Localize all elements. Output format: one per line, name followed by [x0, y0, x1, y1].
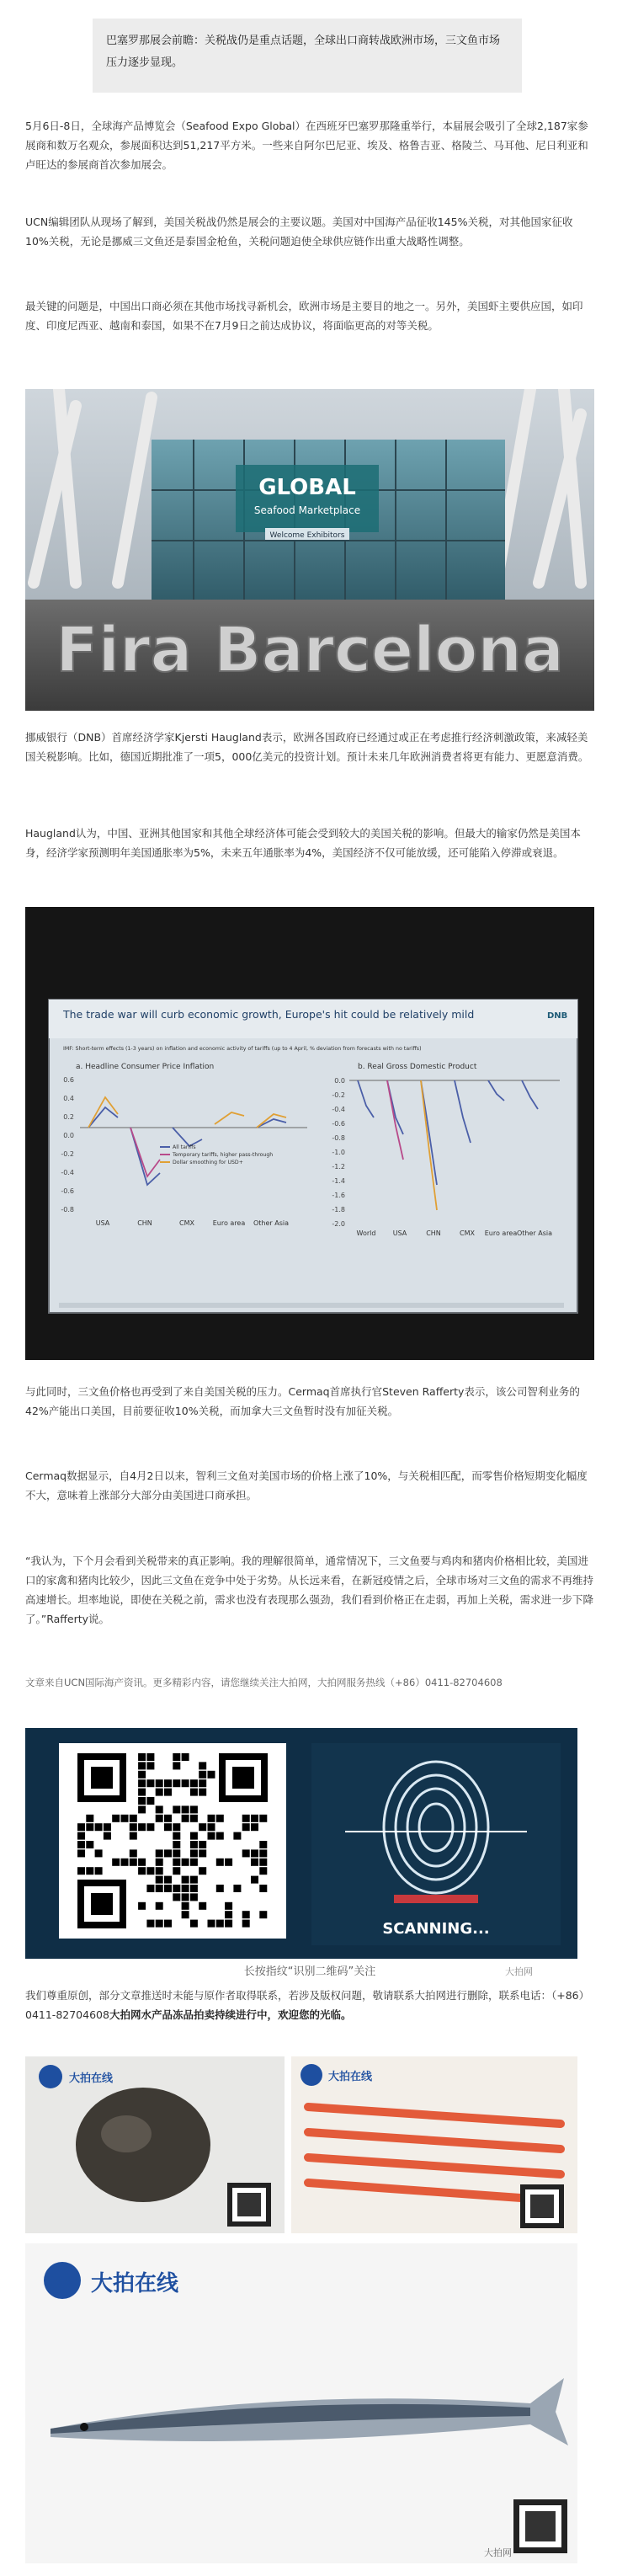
qr-module [190, 1841, 198, 1848]
qr-module [164, 1920, 172, 1928]
article-paragraph-2: UCN编辑团队从现场了解到，美国关税战仍然是展会的主要议题。美国对中国海产品征收145%关税，对其他国家征收10%关税，无论是挪威三文鱼还是泰国金枪鱼，关税问题迫使全球供应链作出重大战略性调整。 [25, 216, 573, 248]
slide-left-tick-4: -0.2 [61, 1150, 74, 1158]
qr-module [199, 1789, 206, 1796]
copyright-bold: 大拍网水产品冻品拍卖持续进行中，欢迎您的光临。 [109, 2008, 352, 2021]
qr-module [164, 1823, 172, 1831]
product-photo-saury [25, 2243, 577, 2563]
product-photo-fish-head [25, 2056, 285, 2233]
qr-module [173, 1849, 180, 1857]
qr-module [121, 1859, 129, 1866]
qr-module [138, 1753, 146, 1761]
slide-right-tick-3: -0.6 [332, 1120, 345, 1128]
qr-module [182, 1885, 189, 1892]
slide-left-category-2: CMX [179, 1219, 194, 1227]
qr-module [156, 1789, 163, 1796]
footer-watermark: 大拍网 [484, 2547, 512, 2558]
qr-module [173, 1859, 180, 1866]
slide-left-tick-1: 0.4 [63, 1095, 74, 1102]
qr-module [156, 1815, 163, 1822]
slide-left-panel-title: a. Headline Consumer Price Inflation [76, 1063, 215, 1071]
qr-module [259, 1867, 267, 1875]
slide-left-tick-3: 0.0 [63, 1132, 74, 1139]
qr-module [242, 1815, 250, 1822]
qr-module [190, 1815, 198, 1822]
slide-right-category-2: CHN [426, 1229, 441, 1237]
slide-right-category-5: Other Asia [516, 1229, 553, 1237]
qr-module [182, 1902, 189, 1910]
qr-module [199, 1902, 206, 1910]
qr-module [208, 1832, 215, 1840]
fira-barcelona-letters: Fira Barcelona [56, 614, 564, 686]
source-note: 文章来自UCN国际海产资讯。更多精彩内容，请您继续关注大拍网，大拍网服务热线（+86）0411-82704608 [25, 1677, 503, 1688]
qr-module [199, 1779, 206, 1787]
qr-module [146, 1885, 154, 1892]
qr-module [259, 1911, 267, 1918]
qr-module [182, 1876, 189, 1884]
qr-module [190, 1849, 198, 1857]
slide-right-category-4: Euro area [484, 1229, 518, 1237]
scan-text: SCANNING... [382, 1920, 490, 1938]
sign-welcome: Welcome Exhibitors [269, 531, 345, 540]
slide-right-tick-9: -1.8 [332, 1206, 345, 1213]
slide-left-tick-7: -0.8 [61, 1206, 74, 1213]
qr-module [199, 1841, 206, 1848]
qr-module [233, 1832, 241, 1840]
qr-module [259, 1841, 267, 1848]
qr-module [199, 1849, 206, 1857]
slide-subtitle: IMF: Short-term effects (1-3 years) on inflation and economic activity of tariffs (up to 4 April, % deviation from forecasts with no tariffs) [63, 1046, 422, 1052]
qr-module [130, 1815, 137, 1822]
qr-module [138, 1779, 146, 1787]
brand-mark-3: 大拍在线 [91, 2271, 179, 2296]
copyright-plain: 我们尊重原创，部分文章推送时未能与原作者取得联系，若涉及版权问题，敬请联系大拍网进行删除，联系电话：（+86）0411-82704608 [25, 1989, 590, 2021]
qr-module [138, 1823, 146, 1831]
qr-module [182, 1805, 189, 1813]
qr-module [77, 1849, 85, 1857]
qr-module [208, 1815, 215, 1822]
qr-module [190, 1859, 198, 1866]
qr-code[interactable] [59, 1743, 286, 1939]
slide-right-tick-5: -1.0 [332, 1149, 345, 1156]
slide-right-tick-0: 0.0 [334, 1077, 345, 1085]
qr-module [138, 1805, 146, 1813]
qr-module [182, 1815, 189, 1822]
qr-module [164, 1885, 172, 1892]
article-paragraph-1: 5月6日-8日，全球海产品博览会（Seafood Expo Global）在西班牙巴塞罗那隆重举行，本届展会吸引了全球2,187家参展商和数万名观众，参展面积达到51,217平方米。一些来自阿尔巴尼亚、埃及、格鲁吉亚、格陵兰、马耳他、尼日利亚和卢旺达的参展商首次参加展会。 [25, 120, 588, 171]
qr-module [77, 1867, 85, 1875]
fingerprint-area [311, 1743, 561, 1945]
brand-mark-1: 大拍在线 [69, 2072, 114, 2085]
sign-sub: Seafood Marketplace [253, 504, 361, 516]
slide-right-tick-2: -0.4 [332, 1106, 345, 1113]
qr-module [182, 1779, 189, 1787]
slide-right-tick-8: -1.6 [332, 1192, 345, 1199]
qr-module [208, 1823, 215, 1831]
slide-left-tick-2: 0.2 [63, 1113, 74, 1121]
qr-module [199, 1771, 206, 1779]
slide-right-tick-6: -1.2 [332, 1163, 345, 1171]
qr-module [77, 1832, 85, 1840]
qr-module [190, 1805, 198, 1813]
qr-module [86, 1823, 93, 1831]
slide-left-category-0: USA [95, 1219, 110, 1227]
qr-module [112, 1859, 120, 1866]
qr-module [146, 1920, 154, 1928]
slide-right-tick-7: -1.4 [332, 1177, 345, 1185]
qr-module [146, 1753, 154, 1761]
article-paragraph-6: 与此同时，三文鱼价格也再受到了来自美国关税的压力。Cermaq首席执行官Steven Rafferty表示，该公司智利业务的42%产能出口美国，目前要征收10%关税，而加拿大三文鱼暂时没有加征关税。 [25, 1385, 580, 1417]
qr-module [182, 1893, 189, 1901]
qr-module [138, 1797, 146, 1805]
qr-module [190, 1779, 198, 1787]
slide-legend-3: Dollar smoothing for USD+ [173, 1160, 243, 1165]
qr-module [164, 1815, 172, 1822]
qr-module [130, 1823, 137, 1831]
article-paragraph-7: Cermaq数据显示，自4月2日以来，智利三文鱼对美国市场的价格上涨了10%，与关税相匹配，而零售价格短期变化幅度不大，意味着上涨部分大部分由美国进口商承担。 [25, 1469, 588, 1501]
qr-module [190, 1789, 198, 1796]
qr-module [130, 1849, 137, 1857]
qr-module [146, 1823, 154, 1831]
qr-module [242, 1849, 250, 1857]
qr-module [138, 1762, 146, 1769]
qr-module [173, 1885, 180, 1892]
qr-module [138, 1867, 146, 1875]
slide-right-category-3: CMX [460, 1229, 475, 1237]
qr-module [182, 1753, 189, 1761]
qr-module [216, 1832, 224, 1840]
qr-module [95, 1823, 103, 1831]
qr-module [156, 1920, 163, 1928]
qr-module [164, 1779, 172, 1787]
qr-module [156, 1859, 163, 1866]
qr-module [190, 1893, 198, 1901]
qr-module [251, 1849, 258, 1857]
qr-module [233, 1885, 241, 1892]
sign-global: GLOBAL [258, 475, 356, 500]
copyright-note [25, 1986, 594, 2024]
qr-module [251, 1859, 258, 1866]
qr-module [251, 1876, 258, 1884]
qr-module [164, 1789, 172, 1796]
qr-module [104, 1832, 111, 1840]
article-paragraph-8: “我认为，下个月会看到关税带来的真正影响。我的理解很简单，通常情况下，三文鱼要与鸡肉和猪肉价格相比较，美国进口的家禽和猪肉比较少，因此三文鱼在竞争中处于劣势。从长远来看，在新冠疫情之后，全球市场对三文鱼的需求不再维持高速增长。坦率地说，即使在关税之前，需求也没有表现那么强劲，我们看到价格正在走弱，再加上关税，需求进一步下降了。”Rafferty说。 [25, 1555, 594, 1625]
product-photo-crab-legs [291, 2056, 577, 2233]
qr-module [138, 1902, 146, 1910]
slide-legend-1: All tariffs [173, 1144, 196, 1150]
slide-title: The trade war will curb economic growth, Europe's hit could be relatively mild [63, 1008, 475, 1021]
article-paragraph-3: 最关键的问题是，中国出口商必须在其他市场找寻新机会，欧洲市场是主要目的地之一。另外，美国虾主要供应国，如印度、印度尼西亚、越南和泰国，如果不在7月9日之前达成协议，将面临更高的对等关税。 [25, 300, 583, 332]
qr-module [242, 1911, 250, 1918]
qr-module [156, 1867, 163, 1875]
qr-module [130, 1832, 137, 1840]
slide-left-category-3: Euro area [212, 1219, 246, 1227]
qr-module [190, 1920, 198, 1928]
venue-photo [25, 389, 594, 711]
qr-module [208, 1920, 215, 1928]
slide-right-category-1: USA [392, 1229, 407, 1237]
qr-module [216, 1859, 224, 1866]
qr-module [225, 1902, 232, 1910]
qr-caption: 长按指纹“识别二维码”关注 [243, 1965, 376, 1978]
qr-module [77, 1823, 85, 1831]
qr-module [182, 1859, 189, 1866]
qr-module [138, 1859, 146, 1866]
qr-module [130, 1859, 137, 1866]
qr-module [259, 1815, 267, 1822]
qr-module [216, 1920, 224, 1928]
qr-module [173, 1805, 180, 1813]
qr-module [112, 1815, 120, 1822]
slide-left-category-4: Other Asia [253, 1219, 290, 1227]
qr-module [251, 1823, 258, 1831]
qr-module [225, 1920, 232, 1928]
slide-photo [25, 907, 594, 1360]
summary-box: 巴塞罗那展会前瞻：关税战仍是重点话题，全球出口商转战欧洲市场，三文鱼市场压力逐步显现。 [93, 19, 522, 93]
slide-left-tick-5: -0.4 [61, 1169, 74, 1176]
brand-mark-2: 大拍在线 [328, 2071, 373, 2083]
slide-left-category-1: CHN [137, 1219, 152, 1227]
qr-module [156, 1779, 163, 1787]
qr-module [216, 1815, 224, 1822]
qr-module [173, 1893, 180, 1901]
qr-module [86, 1841, 93, 1848]
qr-module [242, 1823, 250, 1831]
qr-module [121, 1815, 129, 1822]
qr-module [199, 1823, 206, 1831]
slide-logo: DNB [547, 1011, 568, 1021]
qr-banner [25, 1728, 577, 1959]
qr-module [156, 1849, 163, 1857]
qr-module [251, 1815, 258, 1822]
qr-module [173, 1779, 180, 1787]
qr-module [156, 1902, 163, 1910]
qr-watermark: 大拍网 [505, 1966, 533, 1977]
qr-module [156, 1876, 163, 1884]
qr-module [182, 1911, 189, 1918]
qr-module [104, 1823, 111, 1831]
qr-module [156, 1885, 163, 1892]
qr-module [208, 1771, 215, 1779]
slide-right-tick-10: -2.0 [332, 1220, 345, 1228]
slide-right-tick-1: -0.2 [332, 1091, 345, 1099]
qr-module [164, 1849, 172, 1857]
qr-module [86, 1867, 93, 1875]
qr-module [173, 1762, 180, 1769]
qr-module [173, 1867, 180, 1875]
qr-module [164, 1876, 172, 1884]
qr-module [199, 1867, 206, 1875]
qr-module [190, 1832, 198, 1840]
qr-module [225, 1911, 232, 1918]
slide-right-tick-4: -0.8 [332, 1134, 345, 1142]
qr-module [146, 1867, 154, 1875]
qr-module [146, 1762, 154, 1769]
qr-module [190, 1876, 198, 1884]
qr-module [199, 1762, 206, 1769]
qr-module [173, 1841, 180, 1848]
qr-module [259, 1849, 267, 1857]
article-paragraph-4: 挪威银行（DNB）首席经济学家Kjersti Haugland表示，欧洲各国政府已经通过或正在考虑推行经济刺激政策，来减轻美国关税影响。比如，德国近期批准了一项5，000亿美元的投资计划。预计未来几年欧洲消费者将更有能力、更愿意消费。 [25, 731, 589, 763]
qr-module [259, 1859, 267, 1866]
qr-module [173, 1823, 180, 1831]
qr-module [95, 1867, 103, 1875]
qr-module [190, 1885, 198, 1892]
qr-module [173, 1753, 180, 1761]
qr-module [173, 1832, 180, 1840]
slide-right-category-0: World [356, 1229, 376, 1237]
qr-module [86, 1815, 93, 1822]
qr-module [146, 1779, 154, 1787]
qr-module [156, 1805, 163, 1813]
qr-module [95, 1849, 103, 1857]
qr-module [77, 1841, 85, 1848]
qr-module [138, 1771, 146, 1779]
slide-left-tick-6: -0.6 [61, 1187, 74, 1195]
slide-right-panel-title: b. Real Gross Domestic Product [358, 1063, 477, 1071]
slide-legend-2: Temporary tariffs, higher pass-through [173, 1152, 274, 1158]
qr-module [216, 1885, 224, 1892]
slide-left-tick-0: 0.6 [63, 1076, 74, 1084]
qr-module [259, 1885, 267, 1892]
qr-module [146, 1797, 154, 1805]
article-paragraph-5: Haugland认为，中国、亚洲其他国家和其他全球经济体可能会受到较大的美国关税的影响。但最大的输家仍然是美国本身，经济学家预测明年美国通胀率为5%，未来五年通胀率为4%，美国经济不仅可能放缓，还可能陷入停滞或衰退。 [25, 827, 581, 859]
qr-module [138, 1789, 146, 1796]
qr-module [242, 1920, 250, 1928]
qr-module [225, 1859, 232, 1866]
